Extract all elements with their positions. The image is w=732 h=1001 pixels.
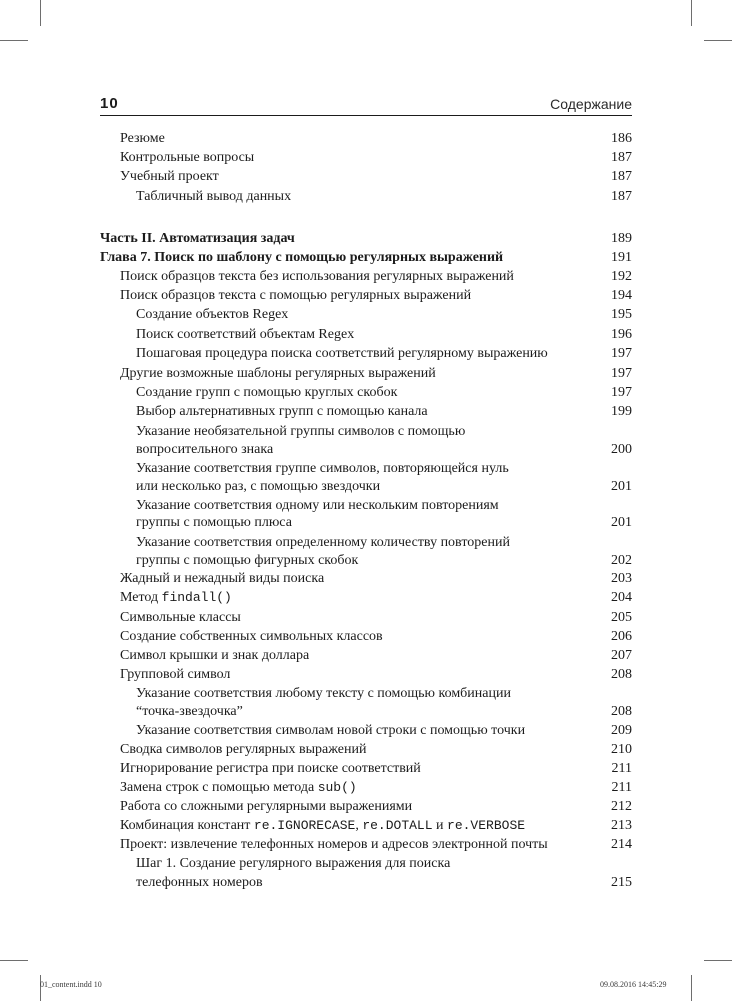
running-header (100, 95, 632, 119)
crop-mark-bottom-right (691, 975, 692, 1001)
crop-mark-right-bottom (704, 960, 732, 961)
page-number: 10 (100, 95, 119, 112)
header-rule (100, 115, 632, 116)
footer-timestamp: 09.08.2016 14:45:29 (600, 980, 667, 989)
crop-mark-top-left (40, 0, 41, 26)
section-title: Содержание (550, 96, 632, 112)
crop-mark-left-bottom (0, 960, 28, 961)
crop-mark-left-top (0, 40, 28, 41)
crop-mark-right-top (704, 40, 732, 41)
footer-file-label: 01_content.indd 10 (40, 980, 102, 989)
crop-mark-top-right (691, 0, 692, 26)
